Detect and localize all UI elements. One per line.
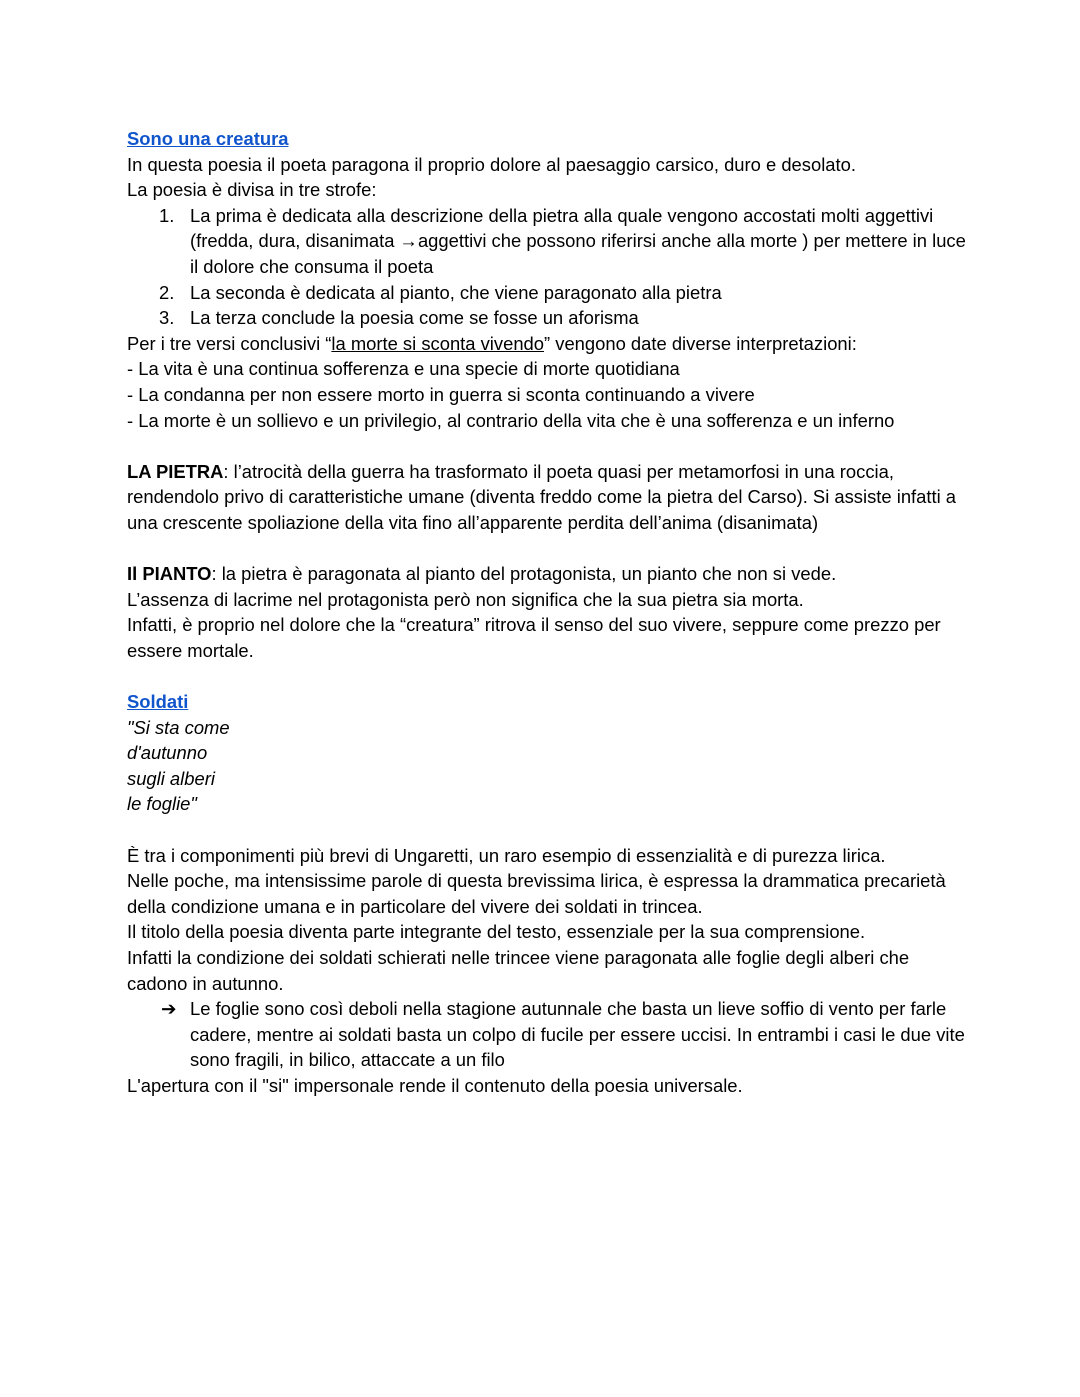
arrow-list [127,996,967,1073]
paragraph: In questa poesia il poeta paragona il proprio dolore al paesaggio carsico, duro e desolato. [127,153,856,175]
paragraph: Infatti la condizione dei soldati schierati nelle trincee viene paragonata alle foglie degli alberi che cadono in autunno. [127,947,910,994]
list-number: 3. [159,307,175,329]
paragraph [127,561,967,587]
list-item [127,203,967,280]
text-run: : l’atrocità della guerra ha trasformato il poeta quasi per metamorfosi in una roccia, rendendolo privo di caratteristiche umane (diventa freddo come la pietra del Carso). Si assiste infatti a una crescente spoliazione della vita fino all’apparente perdita dell’anima (disanimata) [127,460,957,533]
interpretation-line: - La morte è un sollievo e un privilegio, al contrario della vita che è una sofferenza e un inferno [127,409,895,431]
poem-line: d'autunno [127,742,208,764]
list-number: 2. [159,281,175,303]
text-run: Per i tre versi conclusivi “ [127,332,332,354]
section-title-soldati[interactable]: Soldati [127,691,189,713]
interpretation-line: - La condanna per non essere morto in guerra si sconta continuando a vivere [127,383,755,405]
paragraph: Nelle poche, ma intensissime parole di questa brevissima lirica, è espressa la drammatica precarietà della condizione umana e in particolare del vivere dei soldati in trincea. [127,870,946,917]
poem-line: le foglie" [127,793,197,815]
list-item-text: La terza conclude la poesia come se fosse un aforisma [190,307,639,329]
poem-line: sugli alberi [127,767,215,789]
paragraph: Il titolo della poesia diventa parte integrante del testo, essenziale per la sua comprensione. [127,921,866,943]
arrow-bullet-icon: ➔ [161,998,177,1020]
bold-label: LA PIETRA [127,460,224,482]
list-item-text: La seconda è dedicata al pianto, che viene paragonato alla pietra [190,281,722,303]
spacer [127,433,967,459]
paragraph: L’assenza di lacrime nel protagonista però non significa che la sua pietra sia morta. [127,588,804,610]
paragraph: Infatti, è proprio nel dolore che la “creatura” ritrova il senso del suo vivere, seppure come prezzo per essere mortale. [127,614,941,661]
list-item [127,996,967,1073]
paragraph: È tra i componimenti più brevi di Ungaretti, un raro esempio di essenzialità e di purezza lirica. [127,844,886,866]
list-item [127,280,967,306]
quoted-verse: la morte si sconta vivendo [331,332,545,354]
spacer [127,536,967,562]
paragraph: La poesia è divisa in tre strofe: [127,179,377,201]
poem-line: "Si sta come [127,716,230,738]
section-title-sono-una-creatura[interactable]: Sono una creatura [127,128,289,149]
list-item-text: La prima è dedicata alla descrizione della pietra alla quale vengono accostati molti aggettivi (fredda, dura, disanimata →aggettivi che possono riferirsi anche alla morte ) per mettere in luce il dolore che consuma il poeta [190,204,966,277]
interpretation-line: - La vita è una continua sofferenza e una specie di morte quotidiana [127,358,680,380]
paragraph: L'apertura con il "si" impersonale rende il contenuto della poesia universale. [127,1074,743,1096]
strophes-list [127,203,967,331]
list-number: 1. [159,204,175,226]
text-run: ” vengono date diverse interpretazioni: [544,332,857,354]
document-body [127,126,967,1099]
text-run: : la pietra è paragonata al pianto del protagonista, un pianto che non si vede. [211,563,837,585]
bold-label: Il PIANTO [127,563,212,585]
list-item [127,305,967,331]
paragraph [127,459,967,536]
list-item-text: Le foglie sono così deboli nella stagione autunnale che basta un lieve soffio di vento per farle cadere, mentre ai soldati basta un colpo di fucile per essere uccisi. In entrambi i casi le due vite sono fragili, in bilico, attaccate a un filo [190,998,965,1071]
spacer [127,817,967,843]
spacer [127,663,967,689]
paragraph [127,331,967,357]
